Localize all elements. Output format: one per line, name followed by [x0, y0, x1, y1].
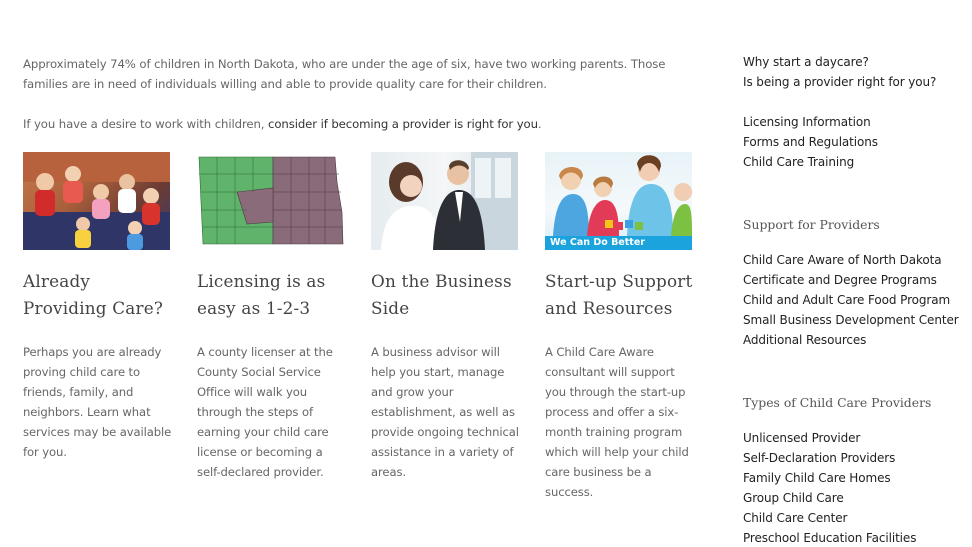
- sidebar-heading-support: Support for Providers: [743, 217, 880, 232]
- sidebar-link[interactable]: Certificate and Degree Programs: [743, 273, 937, 287]
- sidebar-link[interactable]: Child Care Aware of North Dakota: [743, 253, 942, 267]
- sidebar-link[interactable]: Small Business Development Center: [743, 313, 959, 327]
- sidebar-group-types: [743, 428, 968, 547]
- card-licensing: [197, 152, 347, 482]
- sidebar-link[interactable]: Why start a daycare?: [743, 55, 869, 69]
- children-playing-image[interactable]: [23, 152, 170, 250]
- intro-paragraph: Approximately 74% of children in North Dakota, who are under the age of six, have two working parents. Those families are in need of individuals willing and able to provide quality care for their children.: [23, 57, 666, 91]
- sidebar-item-group-child-care[interactable]: [743, 488, 968, 508]
- intro-cta-suffix: .: [537, 117, 542, 131]
- sidebar-item-unlicensed[interactable]: [743, 428, 968, 448]
- card-title[interactable]: On the Business Side: [371, 271, 512, 318]
- card-title[interactable]: Start-up Support and Resources: [545, 271, 693, 318]
- sidebar-group-licensing: [743, 112, 968, 172]
- sidebar-link[interactable]: Unlicensed Provider: [743, 431, 861, 445]
- sidebar-link[interactable]: Child and Adult Care Food Program: [743, 293, 951, 307]
- card-body: A business advisor will help you start, manage and grow your establishment, as well as provide ongoing technical assistance in a variety of areas.: [371, 345, 519, 479]
- sidebar-item-small-business[interactable]: [743, 310, 968, 330]
- sidebar-item-licensing-information[interactable]: [743, 112, 968, 132]
- sidebar-item-additional-resources[interactable]: [743, 330, 968, 350]
- intro-paragraph-cta: [23, 114, 703, 134]
- card-already-providing: [23, 152, 173, 462]
- card-body: A Child Care Aware consultant will support you through the start-up process and offer a six-month training program which will help your child care business be a success.: [545, 345, 689, 499]
- card-business: [371, 152, 521, 482]
- intro-cta-prefix: If you have a desire to work with children,: [23, 117, 269, 131]
- sidebar-item-forms-regulations[interactable]: [743, 132, 968, 152]
- sidebar-link[interactable]: Family Child Care Homes: [743, 471, 891, 485]
- sidebar-item-food-program[interactable]: [743, 290, 968, 310]
- card-title[interactable]: Licensing is as easy as 1-2-3: [197, 271, 326, 318]
- card-title[interactable]: Already Providing Care?: [23, 271, 164, 318]
- sidebar-item-why-start-daycare[interactable]: [743, 52, 968, 72]
- sidebar-link[interactable]: Preschool Education Facilities: [743, 531, 917, 545]
- sidebar-nav: [743, 52, 968, 547]
- sidebar-item-child-care-center[interactable]: [743, 508, 968, 528]
- intro-section: [23, 54, 703, 134]
- sidebar-link[interactable]: Forms and Regulations: [743, 135, 878, 149]
- sidebar-link[interactable]: Additional Resources: [743, 333, 867, 347]
- sidebar-heading-types: Types of Child Care Providers: [743, 395, 932, 410]
- sidebar-item-family-homes[interactable]: [743, 468, 968, 488]
- sidebar-link[interactable]: Self-Declaration Providers: [743, 451, 896, 465]
- card-body: A county licenser at the County Social Service Office will walk you through the steps of earning your child care license or becoming a self-declared provider.: [197, 345, 333, 479]
- card-startup: [545, 152, 695, 502]
- sidebar-link[interactable]: Is being a provider right for you?: [743, 75, 937, 89]
- provider-right-link[interactable]: consider if becoming a provider is right for you: [268, 117, 538, 131]
- sidebar-link[interactable]: Child Care Training: [743, 155, 855, 169]
- sidebar-item-preschool[interactable]: [743, 528, 968, 547]
- sidebar-item-child-care-aware[interactable]: [743, 250, 968, 270]
- sidebar-link[interactable]: Child Care Center: [743, 511, 848, 525]
- business-meeting-image[interactable]: [371, 152, 518, 250]
- sidebar-group-getting-started: [743, 52, 968, 92]
- north-dakota-map-image[interactable]: [197, 152, 344, 250]
- sidebar-item-certificate-degree[interactable]: [743, 270, 968, 290]
- sidebar-item-provider-right-for-you[interactable]: [743, 72, 968, 92]
- feature-cards: [23, 152, 703, 542]
- sidebar-link[interactable]: Licensing Information: [743, 115, 871, 129]
- we-can-do-better-banner: We Can Do Better: [545, 236, 692, 250]
- sidebar-item-self-declaration[interactable]: [743, 448, 968, 468]
- card-body: Perhaps you are already proving child care to friends, family, and neighbors. Learn what services may be available for you.: [23, 345, 172, 459]
- sidebar-group-support: [743, 250, 968, 350]
- sidebar-link[interactable]: Group Child Care: [743, 491, 844, 505]
- teacher-with-kids-image[interactable]: [545, 152, 692, 250]
- sidebar-item-child-care-training[interactable]: [743, 152, 968, 172]
